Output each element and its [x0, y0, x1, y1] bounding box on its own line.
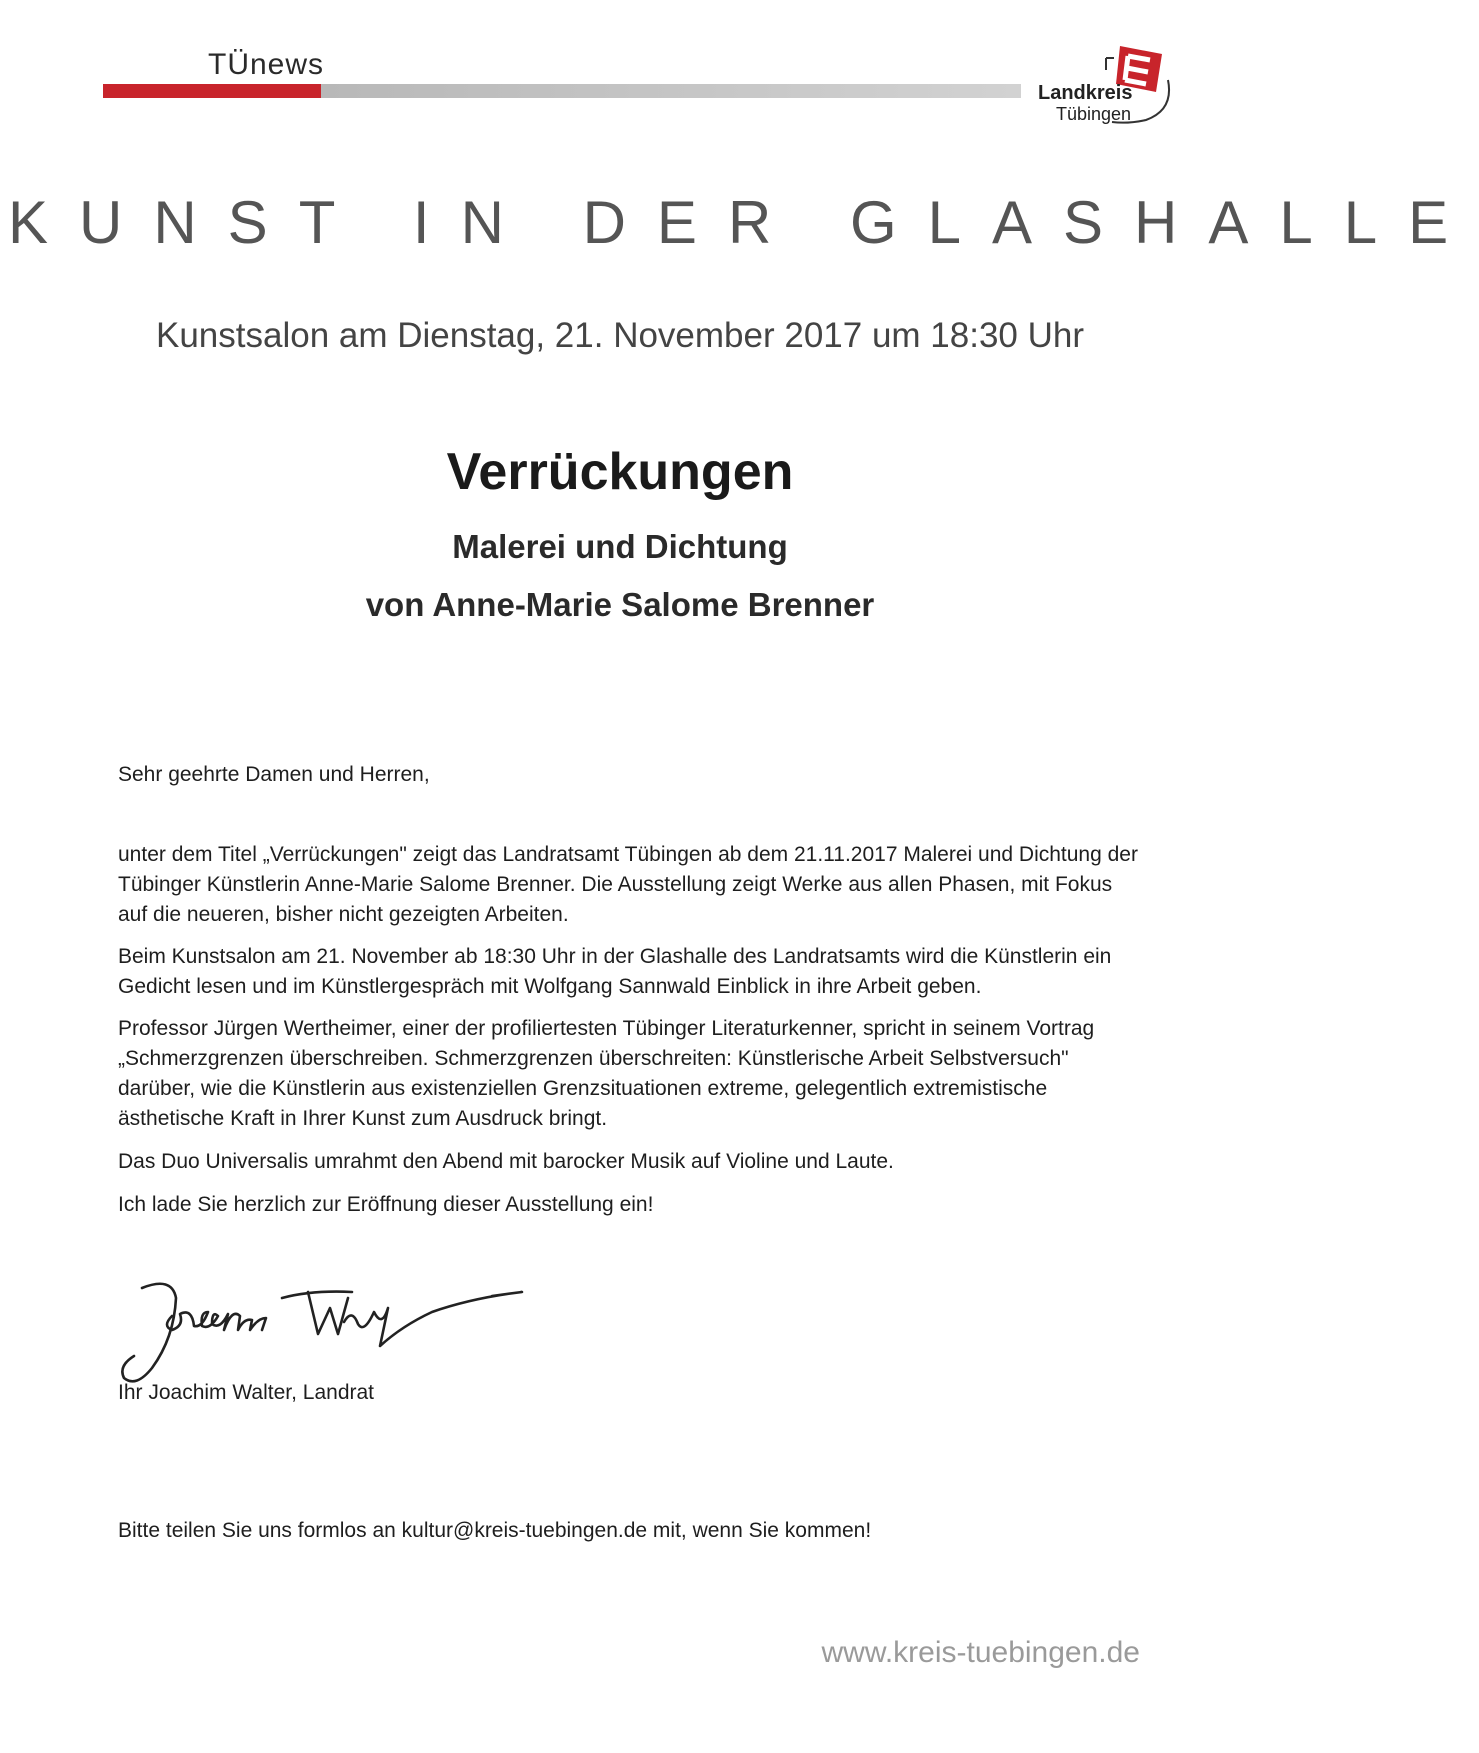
header-rule-bar	[321, 84, 1021, 98]
exhibition-subtitle: Malerei und Dichtung	[452, 528, 788, 565]
header-accent-bar	[103, 84, 321, 98]
event-date: Kunstsalon am Dienstag, 21. November 2017 um 18:30 Uhr	[155, 316, 1084, 355]
paragraph-3: Professor Jürgen Wertheimer, einer der profiliertesten Tübinger Literaturkenner, spricht in seinem Vortrag „Schmerzgrenzen überschreiben. Schmerzgrenzen überschreiten: Künstlerische Arbeit Selbstversuch" darüber, wie die Künstlerin aus existenziellen Grenzsituationen extreme, gelegentlich extremistische ästhetische Kraft in Ihrer Kunst zum Ausdruck bringt.	[118, 1017, 1095, 1130]
logo-line-2: Tübingen	[1056, 104, 1132, 124]
paragraph-2: Beim Kunstsalon am 21. November ab 18:30 Uhr in der Glashalle des Landratsamts wird die Künstlerin ein Gedicht lesen und im Künstlergespräch mit Wolfgang Sannwald Einblick in ihre Arbeit geben.	[118, 945, 1112, 998]
footer-website[interactable]: www.kreis-tuebingen.de	[821, 1636, 1140, 1669]
signature-line: Ihr Joachim Walter, Landrat	[118, 1381, 374, 1404]
page-header	[0, 0, 1240, 140]
exhibition-artist: von Anne-Marie Salome Brenner	[365, 586, 875, 623]
logo-line-1: Landkreis	[1038, 82, 1133, 104]
salutation: Sehr geehrte Damen und Herren,	[118, 763, 430, 786]
paragraph-1: unter dem Titel „Verrückungen" zeigt das Landratsamt Tübingen ab dem 21.11.2017 Malerei und Dichtung der Tübinger Künstlerin Anne-Marie Salome Brenner. Die Ausstellung zeigt Werke aus allen Phasen, mit Fokus auf die neueren, bisher nicht gezeigten Arbeiten.	[118, 843, 1138, 926]
exhibition-title: Verrückungen	[446, 443, 794, 501]
paragraph-4: Das Duo Universalis umrahmt den Abend mit barocker Musik auf Violine und Laute.	[118, 1150, 894, 1173]
paragraph-5: Ich lade Sie herzlich zur Eröffnung dieser Ausstellung ein!	[118, 1193, 654, 1216]
landkreis-logo	[1028, 40, 1178, 140]
tunews-brand: TÜnews	[208, 48, 325, 81]
rsvp-note: Bitte teilen Sie uns formlos an kultur@kreis-tuebingen.de mit, wenn Sie kommen!	[118, 1519, 872, 1542]
page-title: KUNST IN DER GLASHALLE	[8, 189, 1479, 256]
